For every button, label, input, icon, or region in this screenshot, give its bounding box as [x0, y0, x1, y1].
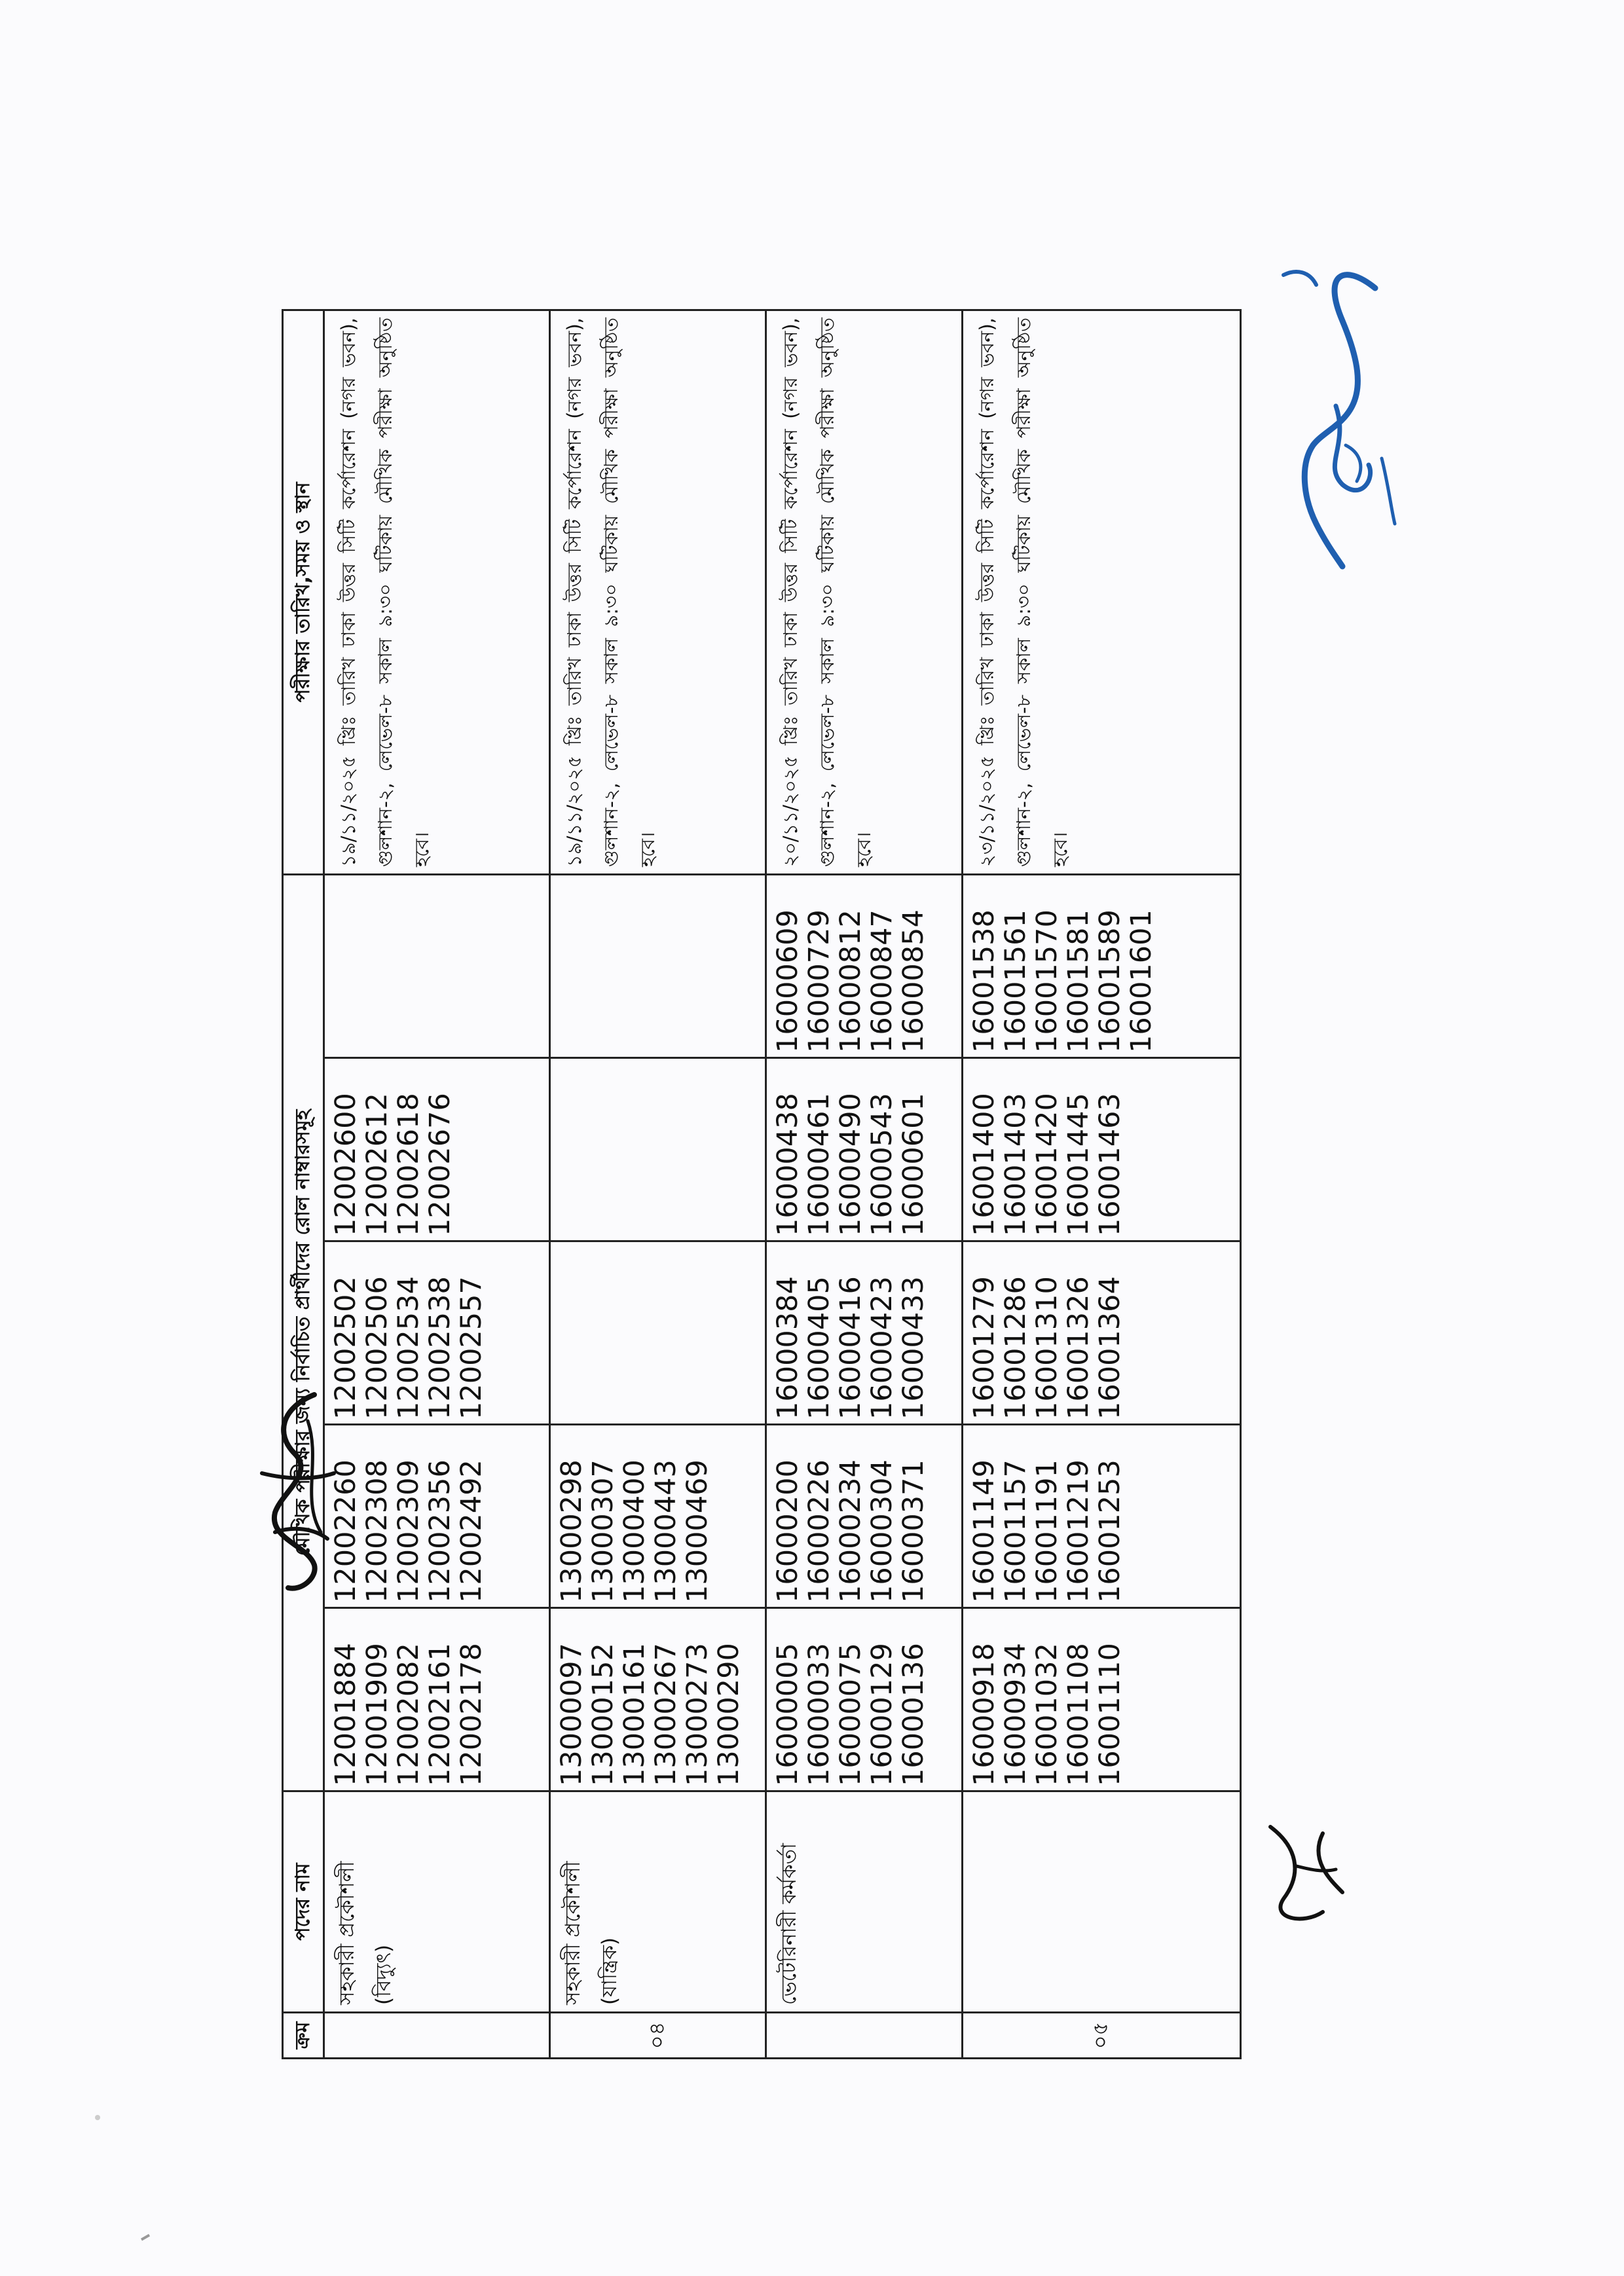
- roll-number: 16001400: [968, 1093, 1001, 1236]
- roll-number: 16000601: [897, 1093, 930, 1236]
- roll-number: 16001403: [999, 1093, 1032, 1236]
- roll-number: 16001149: [968, 1459, 1001, 1603]
- signature-blue: [1244, 249, 1414, 589]
- roll-number: 16001326: [1062, 1276, 1095, 1420]
- roll-number: 13000290: [712, 1643, 745, 1786]
- table-body: [324, 310, 1241, 2058]
- rotated-table-block: [282, 311, 1198, 2059]
- roll-number: 13000267: [650, 1643, 682, 1786]
- roll-number: 16000200: [771, 1459, 804, 1603]
- roll-number: 12002309: [392, 1459, 425, 1603]
- row-exam-datetime-place: ২৩/১১/২০২৫ খ্রিঃ তারিখ ঢাকা উত্তর সিটি কর্পোরেশন (নগর ভবন), গুলশান-২, লেভেল-৮ সকাল ৯:৩০ ঘটিকায় মৌখিক পরীক্ষা অনুষ্ঠিত হবে।: [963, 310, 1241, 874]
- roll-number: 16000812: [834, 909, 867, 1053]
- roll-number: 12002676: [424, 1093, 456, 1236]
- roll-number: 12002492: [455, 1459, 488, 1603]
- roll-number: 16001538: [968, 909, 1001, 1053]
- roll-number: 16000423: [866, 1276, 898, 1420]
- roll-number: 12002618: [392, 1093, 425, 1236]
- roll-number: 16001191: [1031, 1459, 1063, 1603]
- roll-number: 12001909: [361, 1643, 394, 1786]
- roll-number: 16000461: [803, 1093, 836, 1236]
- roll-number: 16000371: [897, 1459, 930, 1603]
- roll-number: 16000405: [803, 1276, 836, 1420]
- roll-column-1: [324, 1608, 550, 1791]
- roll-number: 16001279: [968, 1276, 1001, 1420]
- row-post-name: সহকারী প্রকৌশলী (যান্ত্রিক): [550, 1791, 766, 2013]
- row-post-name: সহকারী প্রকৌশলী (বিদ্যুৎ): [324, 1791, 550, 2013]
- roll-number: 16000136: [897, 1643, 930, 1786]
- roll-column-2: [766, 1425, 963, 1608]
- header-post-name: পদের নাম: [283, 1791, 324, 2013]
- roll-number: 16001032: [1031, 1643, 1063, 1786]
- roll-column-1: [550, 1608, 766, 1791]
- row-exam-datetime-place: ২০/১১/২০২৫ খ্রিঃ তারিখ ঢাকা উত্তর সিটি কর্পোরেশন (নগর ভবন), গুলশান-২, লেভেল-৮ সকাল ৯:৩০ ঘটিকায় মৌখিক পরীক্ষা অনুষ্ঠিত হবে।: [766, 310, 963, 874]
- roll-number: 16000234: [834, 1459, 867, 1603]
- roll-number: 16001581: [1062, 909, 1095, 1053]
- roll-number: 16000384: [771, 1276, 804, 1420]
- roll-number: 12002502: [329, 1276, 362, 1420]
- roll-number: 13000298: [555, 1459, 588, 1603]
- roll-column-4: [550, 1058, 766, 1241]
- roll-number: 16001420: [1031, 1093, 1063, 1236]
- roll-column-4: [963, 1058, 1241, 1241]
- roll-number: 16001110: [1094, 1643, 1126, 1786]
- roll-number: 16001463: [1094, 1093, 1126, 1236]
- header-serial: ক্রম: [283, 2013, 324, 2059]
- roll-column-5: [963, 874, 1241, 1057]
- roll-number: 16000729: [803, 909, 836, 1053]
- roll-number: 16000847: [866, 909, 898, 1053]
- roll-column-3: [963, 1241, 1241, 1425]
- roll-number: 16001157: [999, 1459, 1032, 1603]
- roll-column-2: [324, 1425, 550, 1608]
- roll-number: 12002356: [424, 1459, 456, 1603]
- roll-number: 16001108: [1062, 1643, 1095, 1786]
- header-datetime-place: পরীক্ষার তারিখ,সময় ও স্থান: [283, 310, 324, 874]
- roll-number: 16001310: [1031, 1276, 1063, 1420]
- signature-black-middle: [236, 1382, 354, 1604]
- roll-number: 16001570: [1031, 909, 1063, 1053]
- table-row: [963, 310, 1241, 2058]
- roll-number: 16000490: [834, 1093, 867, 1236]
- roll-column-1: [766, 1608, 963, 1791]
- roll-number: 13000400: [618, 1459, 651, 1603]
- roll-number: 12002600: [329, 1093, 362, 1236]
- header-rolls: মৌখিক পরীক্ষার জন্য নির্বাচিত প্রার্থীদের রোল নাম্বারসমূহ: [283, 874, 324, 1791]
- row-exam-datetime-place: ১৯/১১/২০২৫ খ্রিঃ তারিখ ঢাকা উত্তর সিটি কর্পোরেশন (নগর ভবন), গুলশান-২, লেভেল-৮ সকাল ৯:৩০ ঘটিকায় মৌখিক পরীক্ষা অনুষ্ঠিত হবে।: [550, 310, 766, 874]
- roll-number: 12002161: [424, 1643, 456, 1786]
- roll-number: 16001286: [999, 1276, 1032, 1420]
- roll-number: 16001601: [1125, 909, 1158, 1053]
- signature-black-bottom: [1244, 1807, 1362, 1938]
- roll-number: 16000075: [834, 1643, 867, 1786]
- roll-column-3: [324, 1241, 550, 1425]
- roll-number: 13000161: [618, 1643, 651, 1786]
- roll-column-1: [963, 1608, 1241, 1791]
- roll-number: 13000307: [587, 1459, 619, 1603]
- roll-number: 16001445: [1062, 1093, 1095, 1236]
- roll-number: 16000033: [803, 1643, 836, 1786]
- scan-speck: [95, 2115, 100, 2120]
- roll-number: 13000152: [587, 1643, 619, 1786]
- roll-column-2: [963, 1425, 1241, 1608]
- row-serial: ০৪: [550, 2013, 766, 2059]
- roll-column-5: [324, 874, 550, 1057]
- roll-number: 16000854: [897, 909, 930, 1053]
- roll-number: 16000416: [834, 1276, 867, 1420]
- roll-number: 12002534: [392, 1276, 425, 1420]
- roll-number: 12002178: [455, 1643, 488, 1786]
- roll-number: 16000438: [771, 1093, 804, 1236]
- roll-number: 16000433: [897, 1276, 930, 1420]
- table-row: [550, 310, 766, 2058]
- scan-mark: [141, 2234, 150, 2241]
- table-row: [324, 310, 550, 2058]
- roll-number: 13000443: [650, 1459, 682, 1603]
- row-serial: ০৫: [963, 2013, 1241, 2059]
- viva-schedule-table: [282, 309, 1242, 2059]
- roll-number: 16000918: [968, 1643, 1001, 1786]
- row-post-name: [963, 1791, 1241, 2013]
- roll-number: 16000543: [866, 1093, 898, 1236]
- roll-number: 16000609: [771, 909, 804, 1053]
- row-exam-datetime-place: ১৯/১১/২০২৫ খ্রিঃ তারিখ ঢাকা উত্তর সিটি কর্পোরেশন (নগর ভবন), গুলশান-২, লেভেল-৮ সকাল ৯:৩০ ঘটিকায় মৌখিক পরীক্ষা অনুষ্ঠিত হবে।: [324, 310, 550, 874]
- roll-number: 16000304: [866, 1459, 898, 1603]
- roll-column-5: [766, 874, 963, 1057]
- roll-column-5: [550, 874, 766, 1057]
- roll-column-4: [324, 1058, 550, 1241]
- roll-number: 16000226: [803, 1459, 836, 1603]
- roll-column-3: [550, 1241, 766, 1425]
- table-header-row: [283, 310, 324, 2058]
- roll-number: 16001589: [1094, 909, 1126, 1053]
- roll-number: 16000934: [999, 1643, 1032, 1786]
- roll-number: 12002308: [361, 1459, 394, 1603]
- roll-number: 12002538: [424, 1276, 456, 1420]
- roll-column-3: [766, 1241, 963, 1425]
- roll-number: 16001561: [999, 909, 1032, 1053]
- roll-number: 16001253: [1094, 1459, 1126, 1603]
- row-serial: [324, 2013, 550, 2059]
- roll-number: 12002082: [392, 1643, 425, 1786]
- roll-number: 12002506: [361, 1276, 394, 1420]
- roll-number: 13000097: [555, 1643, 588, 1786]
- roll-number: 12002557: [455, 1276, 488, 1420]
- roll-number: 16000005: [771, 1643, 804, 1786]
- roll-column-2: [550, 1425, 766, 1608]
- row-serial: [766, 2013, 963, 2059]
- table-row: [766, 310, 963, 2058]
- roll-number: 16001364: [1094, 1276, 1126, 1420]
- roll-number: 12001884: [329, 1643, 362, 1786]
- row-post-name: ভেটেরিনারী কর্মকর্তা: [766, 1791, 963, 2013]
- roll-number: 13000469: [681, 1459, 714, 1603]
- roll-number: 12002612: [361, 1093, 394, 1236]
- roll-number: 13000273: [681, 1643, 714, 1786]
- roll-number: 16000129: [866, 1643, 898, 1786]
- roll-column-4: [766, 1058, 963, 1241]
- roll-number: 16001219: [1062, 1459, 1095, 1603]
- roll-number: 12002260: [329, 1459, 362, 1603]
